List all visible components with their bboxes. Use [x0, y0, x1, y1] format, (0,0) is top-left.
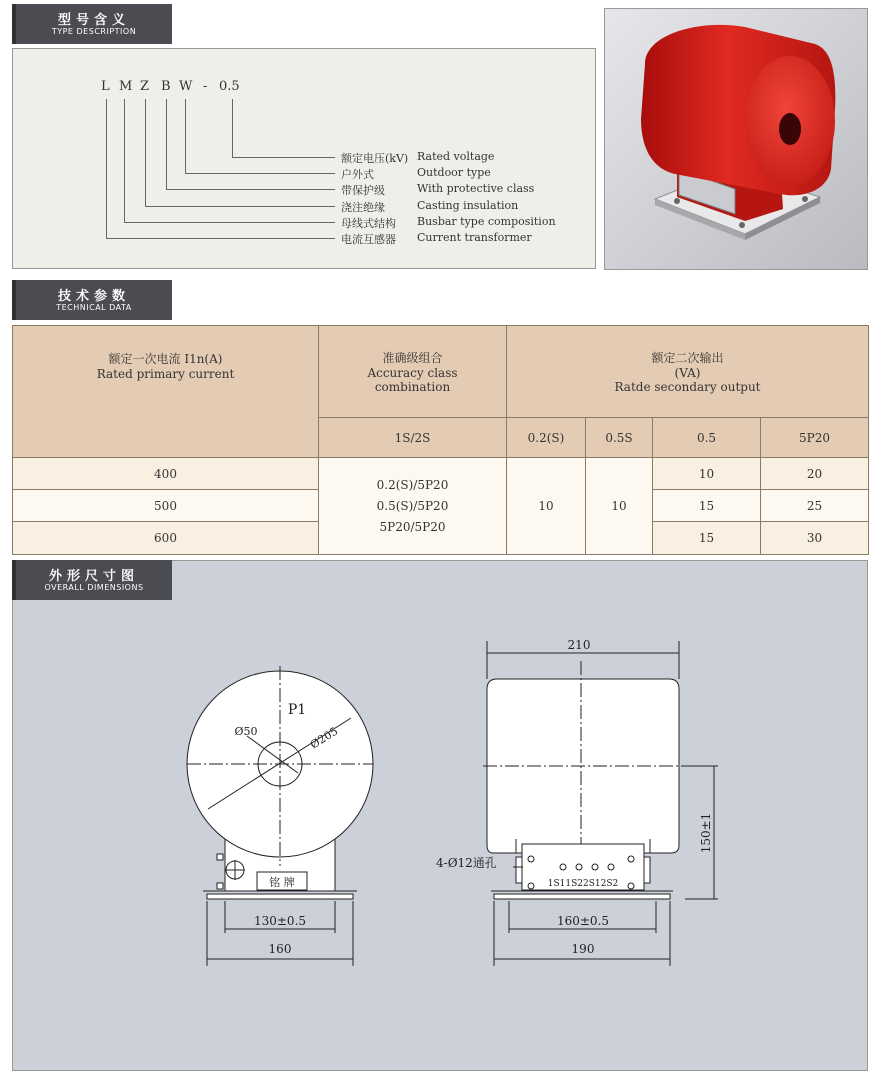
label-holes: 4-Ø12通孔 [436, 856, 497, 870]
type-description-header [12, 4, 172, 44]
model-char-m: M [119, 79, 133, 94]
leader-horizontal-casting [145, 206, 335, 207]
model-char-b: B [161, 79, 171, 94]
accuracy-row-3: 5P20/5P20 [379, 519, 446, 534]
current-600: 600 [13, 522, 319, 555]
transformer-illustration [605, 9, 867, 269]
dim-150: 150±1 [699, 812, 713, 854]
meaning-en-busbar: Busbar type composition [417, 215, 556, 228]
dim-130: 130±0.5 [253, 914, 307, 928]
value-5p20-row1: 20 [761, 458, 869, 490]
header-rated-current-cn: 额定一次电流 I1n(A) [108, 352, 223, 366]
type-description-panel [12, 48, 596, 269]
accuracy-row-2: 0.5(S)/5P20 [376, 498, 449, 513]
subheader-02s: 0.2(S) [507, 418, 586, 458]
type-description-title-en: TYPE DESCRIPTION [51, 27, 137, 36]
leader-horizontal-protective [166, 189, 335, 190]
model-char-dash: - [203, 79, 208, 94]
model-char-l: L [101, 79, 110, 94]
leader-horizontal-outdoor [185, 173, 335, 174]
leader-horizontal-ct [106, 238, 335, 239]
value-05-row1: 10 [653, 458, 761, 490]
accuracy-row-1: 0.2(S)/5P20 [376, 477, 449, 492]
header-rated-current-en: Rated primary current [96, 367, 235, 381]
dim-160: 160 [268, 942, 292, 956]
header-accuracy-en-1: Accuracy class [367, 366, 458, 380]
label-nameplate: 铭 牌 [269, 876, 295, 889]
current-500: 500 [13, 490, 319, 522]
leader-horizontal-voltage [232, 157, 335, 158]
meaning-cn-outdoor: 户外式 [341, 168, 374, 181]
current-400: 400 [13, 458, 319, 490]
leader-vertical-busbar [124, 99, 125, 222]
meaning-en-casting: Casting insulation [417, 199, 519, 212]
technical-data-title-cn: 技术参数 [57, 289, 130, 304]
type-description-title-cn: 型号含义 [57, 13, 130, 28]
header-accuracy [319, 326, 507, 418]
header-accuracy-en-2: combination [374, 380, 451, 394]
model-char-w: W [179, 79, 193, 94]
dim-190: 190 [571, 942, 595, 956]
value-5p20-row2: 25 [761, 490, 869, 522]
dim-160-side: 160±0.5 [556, 914, 610, 928]
header-accuracy-cn: 准确级组合 [382, 351, 443, 365]
subheader-05: 0.5 [653, 418, 761, 458]
value-5p20-row3: 30 [761, 522, 869, 555]
leader-vertical-protective [166, 99, 167, 189]
header-output-unit: (VA) [674, 366, 701, 380]
label-d50: Ø50 [234, 725, 258, 738]
leader-vertical-voltage [232, 99, 233, 157]
meaning-cn-voltage: 额定电压(kV) [341, 152, 409, 165]
label-terminals: 1S11S22S12S2 [547, 879, 619, 889]
leader-horizontal-busbar [124, 222, 335, 223]
dim-210: 210 [567, 638, 591, 652]
meaning-cn-protective: 带保护级 [341, 184, 385, 197]
subheader-05s: 0.5S [586, 418, 653, 458]
leader-vertical-outdoor [185, 99, 186, 173]
subheader-1s2s: 1S/2S [319, 418, 507, 458]
technical-data-header [12, 280, 172, 320]
leader-vertical-ct [106, 99, 107, 238]
overall-dimensions-title-cn: 外形尺寸图 [48, 569, 139, 584]
technical-data-title-en: TECHNICAL DATA [56, 303, 132, 312]
technical-data-table [12, 325, 869, 555]
meaning-en-ct: Current transformer [417, 231, 532, 244]
meaning-en-outdoor: Outdoor type [417, 166, 491, 179]
meaning-cn-busbar: 母线式结构 [341, 217, 396, 230]
value-02s: 10 [507, 458, 586, 555]
value-05s: 10 [586, 458, 653, 555]
model-char-voltage: 0.5 [219, 79, 240, 94]
leader-vertical-casting [145, 99, 146, 206]
accuracy-combinations [319, 458, 507, 555]
header-output-en: Ratde secondary output [614, 380, 761, 394]
label-d205: Ø205 [307, 724, 341, 752]
dimension-drawing [13, 561, 867, 1070]
meaning-cn-ct: 电流互感器 [341, 233, 396, 246]
label-p1: P1 [287, 702, 307, 718]
meaning-en-voltage: Rated voltage [417, 150, 495, 163]
header-rated-current [13, 326, 319, 458]
subheader-5p20: 5P20 [761, 418, 869, 458]
meaning-cn-casting: 浇注绝缘 [341, 201, 385, 214]
model-char-z: Z [140, 79, 150, 94]
header-secondary-output [507, 326, 869, 418]
product-photo [604, 8, 868, 270]
header-output-cn: 额定二次输出 [651, 351, 724, 365]
meaning-en-protective: With protective class [417, 182, 535, 195]
value-05-row2: 15 [653, 490, 761, 522]
value-05-row3: 15 [653, 522, 761, 555]
overall-dimensions-header [12, 560, 172, 600]
overall-dimensions-title-en: OVERALL DIMENSIONS [44, 583, 144, 592]
dimensions-panel [12, 560, 868, 1071]
